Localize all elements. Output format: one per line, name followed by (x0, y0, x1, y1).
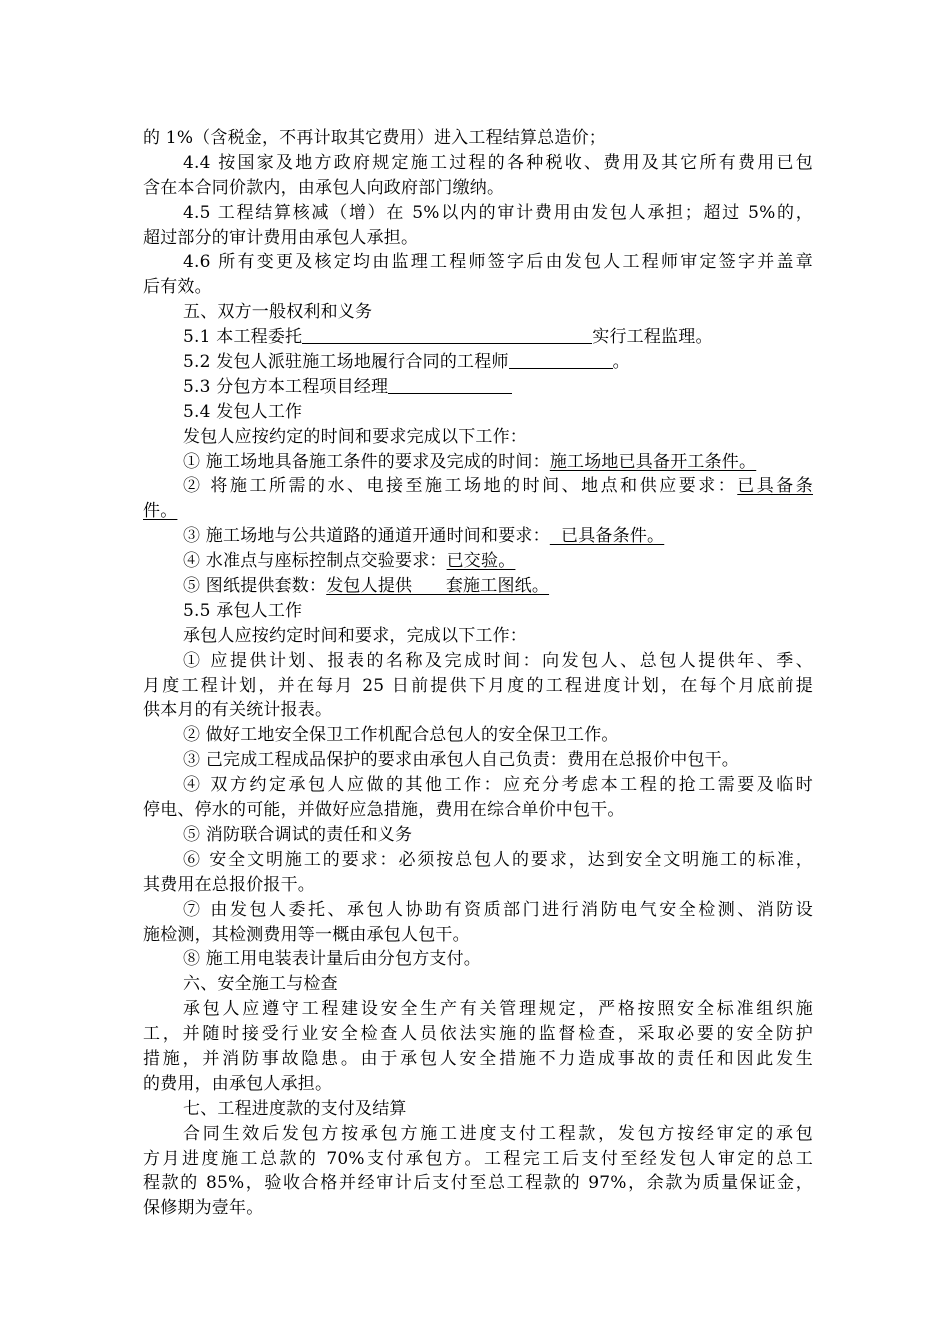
section-6-body: 承包人应遵守工程建设安全生产有关管理规定，严格按照安全标准组织施 (183, 999, 813, 1020)
clause-4-4: 4.4 按国家及地方政府规定施工过程的各种税收、费用及其它所有费用已包 (183, 152, 813, 173)
text-line: 施检测，其检测费用等一概由承包人包干。 (143, 924, 470, 945)
clause-5-2-label: 5.2 发包人派驻施工场地履行合同的工程师 (183, 352, 509, 373)
item-label: ③ 施工场地与公共道路的通道开通时间和要求： (183, 526, 550, 547)
item-answer: 已交验。 (446, 551, 516, 572)
section-5-heading: 五、双方一般权利和义务 (183, 302, 373, 323)
item-5-4-5 (143, 574, 813, 599)
text-line: 的费用，由承包人承担。 (143, 1073, 333, 1094)
manager-blank (388, 376, 512, 394)
text-line: 月度工程计划，并在每月 25 日前提供下月度的工程进度计划，在每个月底前提 (143, 675, 813, 696)
text-line: 其费用在总报价报干。 (143, 874, 315, 895)
item-5-5-2: ② 做好工地安全保卫工作机配合总包人的安全保卫工作。 (183, 725, 619, 746)
text-line: 供本月的有关统计报表。 (143, 700, 333, 721)
clause-5-3-label: 5.3 分包方本工程项目经理 (183, 376, 389, 397)
section-7-body: 合同生效后发包方按承包方施工进度支付工程款，发包方按经审定的承包 (183, 1123, 813, 1144)
item-answer: 已具备条件。 (549, 526, 665, 547)
item-answer: 施工场地已具备开工条件。 (549, 451, 757, 472)
text-line: 后有效。 (143, 277, 212, 298)
item-5-5-3: ③ 己完成工程成品保护的要求由承包人自己负责：费用在总报价中包干。 (183, 750, 740, 771)
clause-4-6: 4.6 所有变更及核定均由监理工程师签字后由发包人工程师审定签字并盖章 (183, 252, 813, 273)
item-5-5-1: ① 应提供计划、报表的名称及完成时间：向发包人、总包人提供年、季、 (183, 650, 813, 671)
text-line: 的 1%（含税金，不再计取其它费用）进入工程结算总造价； (143, 128, 606, 148)
item-answer: 已具备条 (737, 476, 813, 497)
text-line: 承包人应按约定时间和要求，完成以下工作： (183, 625, 527, 646)
item-5-4-2 (143, 474, 813, 499)
clause-5-1 (143, 325, 813, 350)
clause-5-2-tail: 。 (612, 352, 630, 373)
text-line: 程款的 85%，验收合格并经审计后支付至总工程款的 97%，余款为质量保证金， (143, 1173, 813, 1194)
engineer-blank (509, 351, 613, 369)
supervisor-blank (302, 326, 592, 344)
clause-5-2 (143, 350, 813, 375)
clause-5-3 (143, 375, 813, 400)
section-6-heading: 六、安全施工与检查 (183, 974, 338, 995)
item-5-5-6: ⑥ 安全文明施工的要求：必须按总包人的要求，达到安全文明施工的标准， (183, 849, 813, 870)
text-line: 超过部分的审计费用由承包人承担。 (143, 227, 419, 248)
item-label: ④ 水准点与座标控制点交验要求： (183, 551, 447, 572)
text-line (143, 499, 813, 524)
item-5-5-4: ④ 双方约定承包人应做的其他工作：应充分考虑本工程的抢工需要及临时 (183, 775, 813, 796)
clause-5-5: 5.5 承包人工作 (183, 600, 303, 621)
item-answer: 发包人提供 套施工图纸。 (326, 576, 550, 597)
item-5-4-3 (143, 524, 813, 549)
item-label: ⑤ 图纸提供套数： (183, 576, 327, 597)
item-5-5-8: ⑧ 施工用电装表计量后由分包方支付。 (183, 949, 482, 970)
text-line: 停电、停水的可能，并做好应急措施，费用在综合单价中包干。 (143, 800, 625, 821)
clause-5-4: 5.4 发包人工作 (183, 401, 303, 422)
contract-text (143, 126, 813, 1221)
section-7-heading: 七、工程进度款的支付及结算 (183, 1098, 407, 1119)
item-5-4-1 (143, 450, 813, 475)
item-5-5-7: ⑦ 由发包人委托、承包人协助有资质部门进行消防电气安全检测、消防设 (183, 899, 813, 920)
item-label: ① 施工场地具备施工条件的要求及完成的时间： (183, 451, 550, 472)
text-line: 保修期为壹年。 (143, 1198, 264, 1219)
clause-4-5: 4.5 工程结算核减（增）在 5%以内的审计费用由发包人承担；超过 5%的， (183, 202, 813, 223)
text-line: 含在本合同价款内，由承包人向政府部门缴纳。 (143, 177, 505, 198)
text-line: 发包人应按约定的时间和要求完成以下工作： (183, 426, 527, 447)
item-5-4-4 (143, 549, 813, 574)
item-answer: 件。 (143, 501, 178, 522)
clause-5-1-label: 5.1 本工程委托 (183, 327, 303, 348)
text-line: 工，并随时接受行业安全检查人员依法实施的监督检查，采取必要的安全防护 (143, 1024, 813, 1045)
item-label: ② 将施工所需的水、电接至施工场地的时间、地点和供应要求： (183, 476, 738, 497)
item-5-5-5: ⑤ 消防联合调试的责任和义务 (183, 824, 413, 845)
text-line: 方月进度施工总款的 70%支付承包方。工程完工后支付至经发包人审定的总工 (143, 1148, 813, 1169)
text-line: 措施，并消防事故隐患。由于承包人安全措施不力造成事故的责任和因此发生 (143, 1048, 813, 1069)
clause-5-1-tail: 实行工程监理。 (592, 327, 713, 348)
